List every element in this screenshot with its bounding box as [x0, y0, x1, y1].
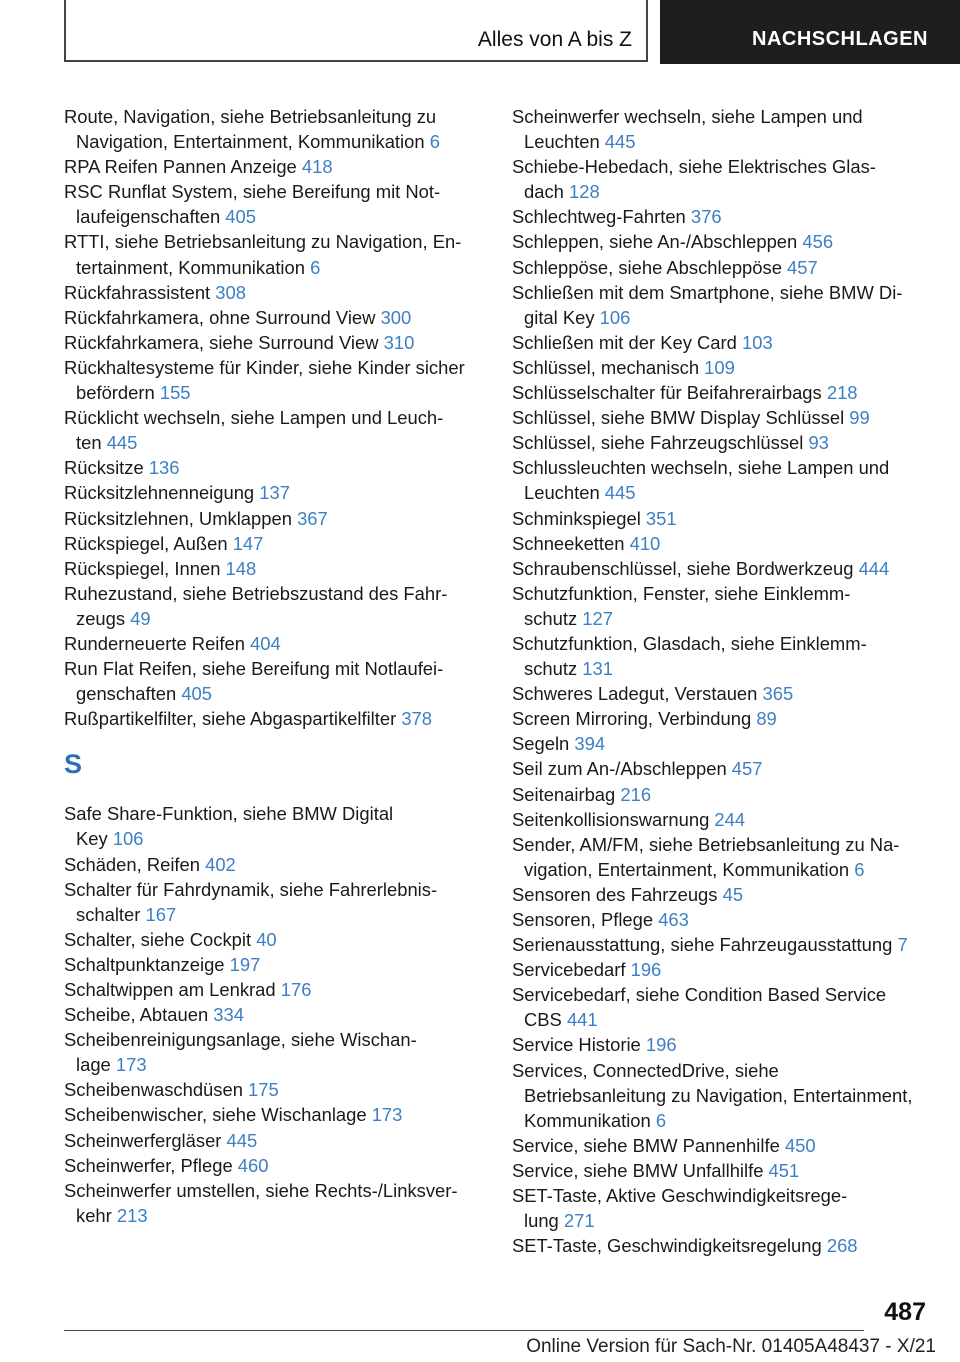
index-entry — [64, 631, 484, 656]
index-page-link[interactable]: 173 — [115, 1054, 147, 1076]
index-entry — [64, 154, 484, 179]
index-entry-text: Rücklicht wechseln, siehe Lampen und Leuch- ten — [64, 407, 444, 454]
index-page-link[interactable]: 218 — [826, 382, 858, 404]
index-entry-text: Schminkspiegel — [512, 507, 646, 529]
index-page-link[interactable]: 445 — [106, 432, 138, 454]
index-entry — [512, 104, 932, 154]
index-entry-text: Schiebe-Hebedach, siehe Elektrisches Glas- dach — [512, 156, 876, 203]
index-entry — [64, 977, 484, 1002]
index-page-link[interactable]: 6 — [429, 131, 440, 153]
index-entry-text: Rücksitzlehnen, Umklappen — [64, 507, 298, 529]
index-page-link[interactable]: 175 — [248, 1079, 279, 1101]
index-entry — [64, 927, 484, 952]
index-page-link[interactable]: 197 — [229, 953, 261, 975]
index-entry — [512, 1133, 932, 1158]
index-page-link[interactable]: 445 — [226, 1129, 258, 1151]
index-entry-text: Schlüssel, mechanisch — [512, 356, 705, 378]
index-entry-text: Schweres Ladegut, Verstauen — [512, 683, 763, 705]
index-entry-text: Run Flat Reifen, siehe Bereifung mit Notlaufei- genschaften — [64, 658, 444, 705]
index-entry — [512, 1032, 932, 1057]
index-entry — [512, 982, 932, 1032]
index-entry — [512, 807, 932, 832]
index-page-link[interactable]: 445 — [604, 131, 636, 153]
index-page-link[interactable]: 394 — [574, 733, 606, 755]
index-entry — [512, 832, 932, 882]
index-entry — [64, 179, 484, 229]
index-entry — [512, 932, 932, 957]
index-entry — [512, 380, 932, 405]
index-entry-text: Schalter für Fahrdynamik, siehe Fahrerlebnis- schalter — [64, 878, 438, 925]
index-entry-text: Schlüsselschalter für Beifahrerairbags — [512, 382, 827, 404]
index-entry-text: Rückhaltesysteme für Kinder, siehe Kinder sicher befördern — [64, 356, 465, 404]
index-entry — [64, 706, 484, 731]
index-entry — [64, 852, 484, 877]
index-page-link[interactable]: 6 — [310, 256, 321, 278]
index-entry — [512, 204, 932, 229]
index-entry — [512, 581, 932, 631]
index-page-link[interactable]: 93 — [808, 432, 829, 454]
index-page-link[interactable]: 445 — [604, 482, 636, 504]
index-entry-text: Screen Mirroring, Verbindung — [512, 708, 757, 730]
header-frame-box — [64, 0, 648, 62]
index-page-link[interactable]: 418 — [301, 156, 333, 178]
index-entry — [64, 1027, 484, 1077]
footer-version-text: Online Version für Sach-Nr. 01405A48437 - X/21 — [526, 1336, 936, 1357]
index-entry-text: Rücksitze — [64, 457, 149, 479]
index-entry-text: Schalter, siehe Cockpit — [64, 928, 257, 950]
index-entry-text: Ruhezustand, siehe Betriebszustand des Fahr- zeugs — [64, 582, 448, 629]
index-entry-text: Sensoren, Pflege — [512, 909, 659, 930]
index-entry — [512, 957, 932, 982]
index-entry — [64, 1128, 484, 1153]
index-page-link[interactable]: 450 — [784, 1134, 816, 1156]
index-page-link[interactable]: 216 — [620, 783, 652, 805]
index-page-link[interactable]: 131 — [582, 658, 613, 680]
index-entry — [512, 255, 932, 280]
index-entry — [512, 355, 932, 380]
index-page-link[interactable]: 402 — [205, 853, 236, 875]
index-entry-text: Service, siehe BMW Pannenhilfe — [512, 1134, 785, 1156]
index-entry-text: Seitenkollisionswarnung — [512, 808, 715, 830]
index-page-link[interactable]: 103 — [741, 331, 773, 353]
index-entry — [512, 756, 932, 781]
index-entry-text: Services, ConnectedDrive, siehe Betriebsanleitung zu Navigation, Entertainment, Kommunikation — [512, 1059, 913, 1131]
index-entry-text: Schutzfunktion, Glasdach, siehe Einklemm- schutz — [512, 632, 867, 680]
index-page-link[interactable]: 147 — [232, 532, 264, 554]
index-entry-text: Rückspiegel, Außen — [64, 532, 233, 554]
index-entry — [64, 506, 484, 531]
index-page-link[interactable]: 351 — [645, 507, 677, 529]
index-page-link[interactable]: 457 — [787, 256, 818, 278]
index-page-link[interactable]: 109 — [704, 356, 735, 378]
index-page-link[interactable]: 45 — [722, 883, 744, 905]
index-column-right — [512, 104, 932, 1258]
index-entry — [64, 877, 484, 927]
index-page-link[interactable]: 271 — [563, 1210, 595, 1232]
index-entry — [64, 104, 484, 154]
index-entry-text: RTTI, siehe Betriebsanleitung zu Navigation, En- tertainment, Kommunikation — [64, 231, 462, 278]
index-page-link[interactable]: 106 — [112, 828, 144, 850]
index-page-link[interactable]: 460 — [237, 1154, 269, 1176]
index-page-link[interactable]: 6 — [655, 1109, 667, 1131]
index-entry — [64, 405, 484, 455]
index-page-link[interactable]: 365 — [762, 683, 794, 705]
index-entry-text: Scheibenwischer, siehe Wischanlage — [64, 1104, 372, 1126]
index-entry-text: Sender, AM/FM, siehe Betriebsanleitung zu Na- vigation, Entertainment, Kommunikation — [512, 833, 900, 880]
index-entry — [512, 1158, 932, 1183]
index-entry — [64, 229, 484, 279]
index-entry-text: Serienausstattung, siehe Fahrzeugausstattung — [512, 934, 898, 956]
index-entry — [512, 154, 932, 204]
index-entry-text: Servicebedarf — [512, 959, 631, 981]
index-entry — [64, 801, 484, 851]
index-page-link[interactable]: 405 — [225, 206, 256, 228]
index-page-link[interactable]: 451 — [768, 1159, 800, 1181]
index-entry-text: Schaltpunktanzeige — [64, 953, 230, 975]
index-page-link[interactable]: 213 — [116, 1204, 148, 1226]
index-page-link[interactable]: 167 — [145, 903, 177, 925]
index-page-link[interactable]: 137 — [259, 482, 290, 504]
index-page-link[interactable]: 106 — [599, 306, 631, 328]
index-page-link[interactable]: 268 — [826, 1235, 858, 1257]
index-entry — [512, 1183, 932, 1233]
index-entry — [512, 405, 932, 430]
index-page-link[interactable]: 173 — [371, 1104, 403, 1126]
index-entry — [64, 330, 484, 355]
index-page-link[interactable]: 6 — [854, 858, 865, 880]
index-entry-text: Schraubenschlüssel, siehe Bordwerkzeug — [512, 557, 859, 579]
index-entry — [64, 355, 484, 405]
index-entry — [64, 531, 484, 556]
index-entry — [512, 731, 932, 756]
index-entry-text: Schlüssel, siehe BMW Display Schlüssel — [512, 407, 850, 429]
index-entry-text: Schneeketten — [512, 532, 630, 554]
index-page-link[interactable]: 378 — [401, 708, 433, 730]
index-page-link[interactable]: 410 — [629, 532, 661, 554]
index-entry — [512, 430, 932, 455]
index-page-link[interactable]: 405 — [181, 683, 213, 705]
index-entry — [64, 455, 484, 480]
index-entry — [64, 952, 484, 977]
index-entry-text: Rußpartikelfilter, siehe Abgaspartikelfilter — [64, 708, 402, 730]
index-entry — [512, 506, 932, 531]
index-entry — [64, 1178, 484, 1228]
index-entry-text: RSC Runflat System, siehe Bereifung mit Not- laufeigenschaften — [64, 181, 441, 228]
index-page-link[interactable]: 128 — [569, 181, 600, 203]
index-letter-heading: S — [64, 749, 83, 780]
index-page-link[interactable]: 300 — [380, 306, 412, 328]
index-entry-text: Rücksitzlehnenneigung — [64, 482, 260, 504]
index-page-link[interactable]: 89 — [756, 708, 777, 730]
index-entry — [64, 305, 484, 330]
index-entry — [64, 556, 484, 581]
index-page-link[interactable]: 441 — [566, 1009, 598, 1031]
index-entry-text: RPA Reifen Pannen Anzeige — [64, 156, 302, 178]
index-entry-text: Schutzfunktion, Fenster, siehe Einklemm- schutz — [512, 582, 851, 629]
index-page-link[interactable]: 376 — [690, 206, 722, 228]
index-entry — [64, 1077, 484, 1102]
index-entry — [512, 531, 932, 556]
index-page-link[interactable]: 196 — [630, 959, 662, 981]
index-page-link[interactable]: 176 — [280, 979, 312, 1000]
index-entry-text: Scheinwerfergläser — [64, 1129, 227, 1151]
footer-divider — [64, 1330, 864, 1331]
index-page-link[interactable]: 367 — [297, 507, 328, 529]
index-entry-text: Rückfahrkamera, siehe Surround View — [64, 331, 384, 353]
index-page-link[interactable]: 127 — [582, 607, 613, 629]
index-entry-text: Seil zum An-/Abschleppen — [512, 758, 732, 780]
index-entry-text: Scheinwerfer umstellen, siehe Rechts-/Linksver- kehr — [64, 1179, 458, 1226]
index-entry — [512, 706, 932, 731]
index-entry-text: Scheibenreinigungsanlage, siehe Wischan- lage — [64, 1029, 417, 1076]
index-entry-text: Rückfahrassistent — [64, 281, 216, 303]
index-entry-text: Schleppen, siehe An-/Abschleppen — [512, 231, 803, 253]
index-entry — [64, 280, 484, 305]
index-entry-text: Schließen mit dem Smartphone, siehe BMW Di- gital Key — [512, 281, 903, 328]
index-entry — [64, 1102, 484, 1127]
index-page-link[interactable]: 463 — [658, 909, 689, 930]
index-page-link[interactable]: 334 — [213, 1004, 244, 1026]
index-page-link[interactable]: 456 — [802, 231, 834, 253]
index-page-link[interactable]: 40 — [256, 928, 277, 950]
index-entry-text: Runderneuerte Reifen — [64, 632, 251, 654]
index-page-link[interactable]: 136 — [148, 457, 180, 479]
index-entry-text: SET-Taste, Aktive Geschwindigkeitsrege- lung — [512, 1185, 848, 1232]
header-chapter-tab — [660, 0, 960, 64]
header-chapter-label: NACHSCHLAGEN — [752, 28, 928, 50]
index-entry — [64, 581, 484, 631]
index-entry — [64, 1002, 484, 1027]
index-page-link[interactable]: 148 — [225, 557, 257, 579]
index-page-link[interactable]: 244 — [714, 808, 746, 830]
header-section-title: Alles von A bis Z — [477, 28, 632, 51]
index-entry — [64, 1153, 484, 1178]
index-entry — [64, 480, 484, 505]
index-entry-text: Scheinwerfer wechseln, siehe Lampen und Leuchten — [512, 106, 863, 153]
index-entry — [512, 455, 932, 505]
index-entry-text: Service, siehe BMW Unfallhilfe — [512, 1159, 769, 1181]
index-page-link[interactable]: 49 — [130, 607, 151, 629]
index-entry — [512, 681, 932, 706]
index-entry — [512, 280, 932, 330]
index-entry-text: Scheibe, Abtauen — [64, 1004, 214, 1026]
index-entry — [512, 556, 932, 581]
index-entry-text: Scheinwerfer, Pflege — [64, 1154, 238, 1176]
index-entry-text: Seitenairbag — [512, 783, 621, 805]
index-page-link[interactable]: 99 — [849, 407, 870, 429]
index-page-link[interactable]: 155 — [159, 382, 191, 404]
index-entry-text: Servicebedarf, siehe Condition Based Service CBS — [512, 984, 887, 1031]
index-entry-text: Schäden, Reifen — [64, 853, 206, 875]
index-entry — [512, 1058, 932, 1133]
index-entry — [512, 330, 932, 355]
index-entry-text: Scheibenwaschdüsen — [64, 1079, 249, 1101]
index-entry — [512, 631, 932, 681]
index-entry-text: Schleppöse, siehe Abschleppöse — [512, 256, 788, 278]
index-page-link[interactable]: 310 — [383, 331, 415, 353]
index-entry — [64, 656, 484, 706]
index-entry-text: Schlussleuchten wechseln, siehe Lampen und Leuchten — [512, 457, 890, 504]
index-entry-text: Route, Navigation, siehe Betriebsanleitung zu Navigation, Entertainment, Kommunikation — [64, 106, 437, 153]
index-entry — [512, 907, 932, 932]
index-entry — [512, 229, 932, 254]
index-entry-text: Schlechtweg-Fahrten — [512, 206, 691, 228]
index-entry-text: Rückspiegel, Innen — [64, 557, 226, 579]
page-number: 487 — [884, 1298, 926, 1326]
index-entry-text: Rückfahrkamera, ohne Surround View — [64, 306, 381, 328]
index-page-link[interactable]: 308 — [215, 281, 246, 303]
index-entry-text: Service Historie — [512, 1034, 646, 1056]
index-entry-text: Schließen mit der Key Card — [512, 331, 742, 353]
index-entry — [512, 882, 932, 907]
index-page-link[interactable]: 196 — [645, 1034, 677, 1056]
index-entry — [512, 1233, 932, 1258]
index-entry-text: SET-Taste, Geschwindigkeitsregelung — [512, 1235, 827, 1257]
index-entry-text: Schlüssel, siehe Fahrzeugschlüssel — [512, 432, 809, 454]
index-page-link[interactable]: 457 — [731, 758, 763, 780]
index-column-left — [64, 104, 484, 1228]
index-page-link[interactable]: 444 — [858, 557, 890, 579]
index-entry-text: Safe Share-Funktion, siehe BMW Digital Key — [64, 803, 394, 850]
index-entry-text: Schaltwippen am Lenkrad — [64, 979, 281, 1000]
index-entry — [512, 782, 932, 807]
index-page-link[interactable]: 404 — [250, 632, 281, 654]
index-page-link[interactable]: 7 — [897, 934, 908, 956]
index-entry-text: Sensoren des Fahrzeugs — [512, 883, 723, 905]
index-entry-text: Segeln — [512, 733, 575, 755]
